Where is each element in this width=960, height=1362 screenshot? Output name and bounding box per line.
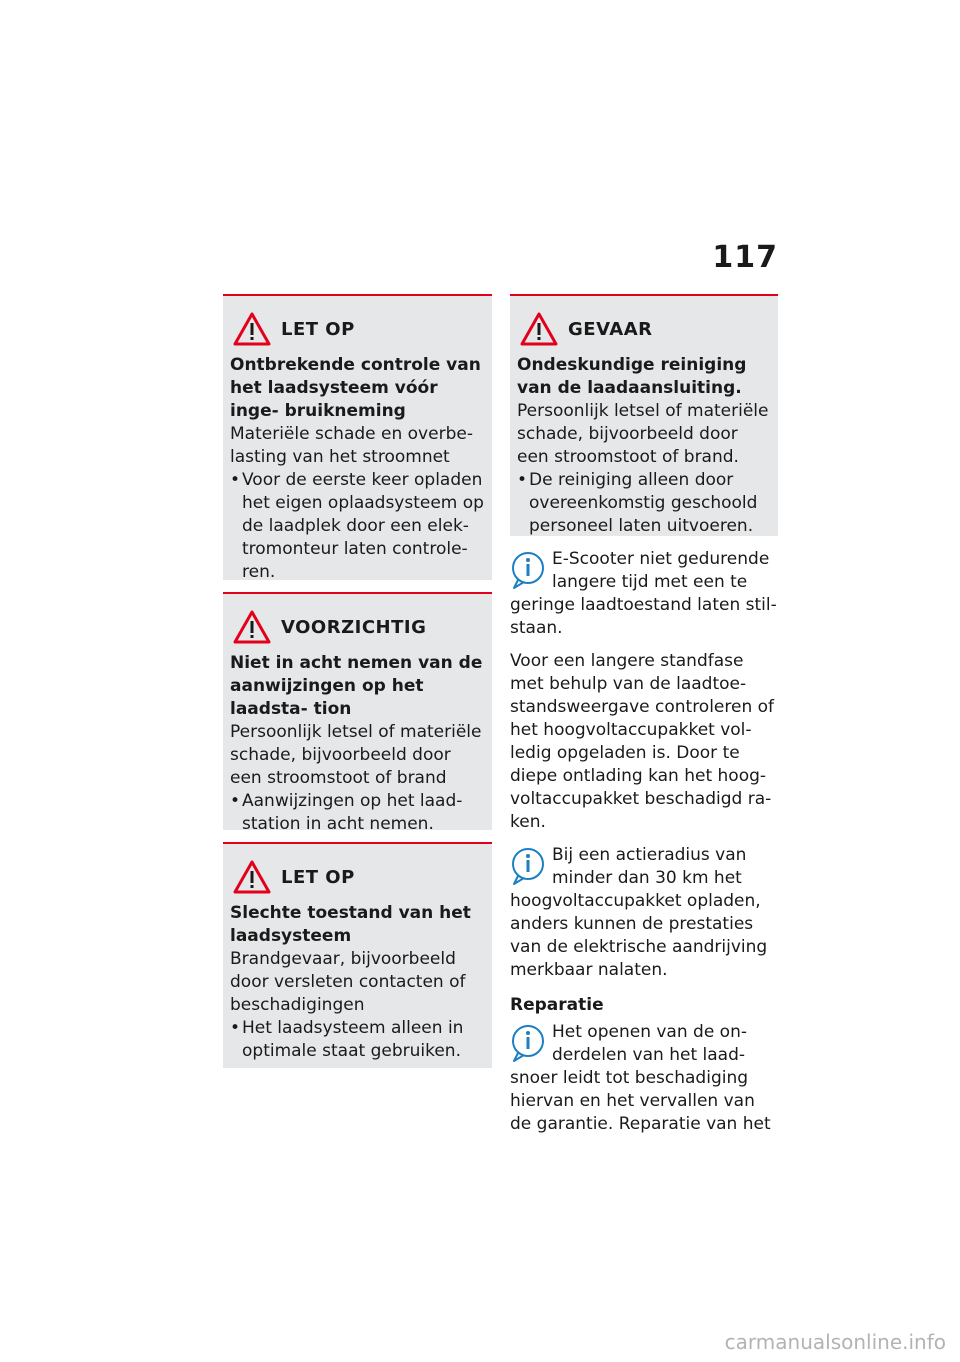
warning-box-voorzichtig xyxy=(223,592,492,834)
bullet-item: • De reiniging alleen door overeenkomstig geschoold personeel laten uitvoeren. xyxy=(517,470,758,536)
box-heading: Ontbrekende controle van het laadsysteem vóór inge- bruikneming xyxy=(230,355,481,421)
warning-box-let-op-1 xyxy=(223,294,492,580)
box-text: Brandgevaar, bijvoorbeeld door versleten contacten of beschadigingen xyxy=(230,949,466,1015)
warning-triangle-icon xyxy=(233,860,271,894)
info-text: Het openen van de on- derdelen van het laad- snoer leidt tot beschadiging hiervan en het vervallen van de garantie. Reparatie van het xyxy=(510,1022,771,1134)
info-text: E-Scooter niet gedurende langere tijd met een te geringe laadtoestand laten stil- staan. xyxy=(510,549,777,638)
box-title: LET OP xyxy=(281,318,355,340)
info-note-3 xyxy=(510,1021,778,1136)
section-heading: Reparatie xyxy=(510,995,604,1015)
danger-box-gevaar xyxy=(510,294,778,536)
bullet-item: • Voor de eerste keer opladen het eigen oplaadsysteem op de laadplek door een elek- tromonteur laten controle- ren. xyxy=(230,470,484,582)
info-icon xyxy=(510,1023,546,1063)
box-heading: Ondeskundige reiniging van de laadaansluiting. xyxy=(517,355,747,398)
info-note-2 xyxy=(510,844,778,982)
box-text: Persoonlijk letsel of materiële schade, bijvoorbeeld door een stroomstoot of brand xyxy=(230,722,482,788)
right-column xyxy=(510,294,778,1146)
paragraph: Voor een langere standfase met behulp van de laadtoe- standsweergave controleren of het hoogvoltaccupakket vol- ledig opgeladen is. Door te diepe ontlading kan het hoog- voltaccupakket beschadigd ra- ken. xyxy=(510,651,775,832)
box-text: Persoonlijk letsel of materiële schade, bijvoorbeeld door een stroomstoot of brand. xyxy=(517,401,769,467)
warning-triangle-icon xyxy=(233,312,271,346)
warning-box-let-op-2 xyxy=(223,842,492,1068)
warning-triangle-icon xyxy=(520,312,558,346)
bullet-item: • Aanwijzingen op het laad- station in acht nemen. xyxy=(230,791,463,834)
box-text: Materiële schade en overbe- lasting van het stroomnet xyxy=(230,424,473,467)
box-heading: Slechte toestand van het laadsysteem xyxy=(230,903,471,946)
info-icon xyxy=(510,846,546,886)
left-column xyxy=(223,294,492,1080)
info-text: Bij een actieradius van minder dan 30 km het hoogvoltaccupakket opladen, anders kunnen de prestaties van de elektrische aandrijving merkbaar nalaten. xyxy=(510,845,768,980)
watermark: carmanualsonline.info xyxy=(724,1330,946,1354)
box-title: VOORZICHTIG xyxy=(281,616,427,638)
page-number: 117 xyxy=(712,240,778,275)
bullet-item: • Het laadsysteem alleen in optimale staat gebruiken. xyxy=(230,1018,464,1061)
info-icon xyxy=(510,550,546,590)
box-title: LET OP xyxy=(281,866,355,888)
box-heading: Niet in acht nemen van de aanwijzingen op het laadsta- tion xyxy=(230,653,483,719)
box-title: GEVAAR xyxy=(568,318,653,340)
info-note-1 xyxy=(510,548,778,640)
warning-triangle-icon xyxy=(233,610,271,644)
